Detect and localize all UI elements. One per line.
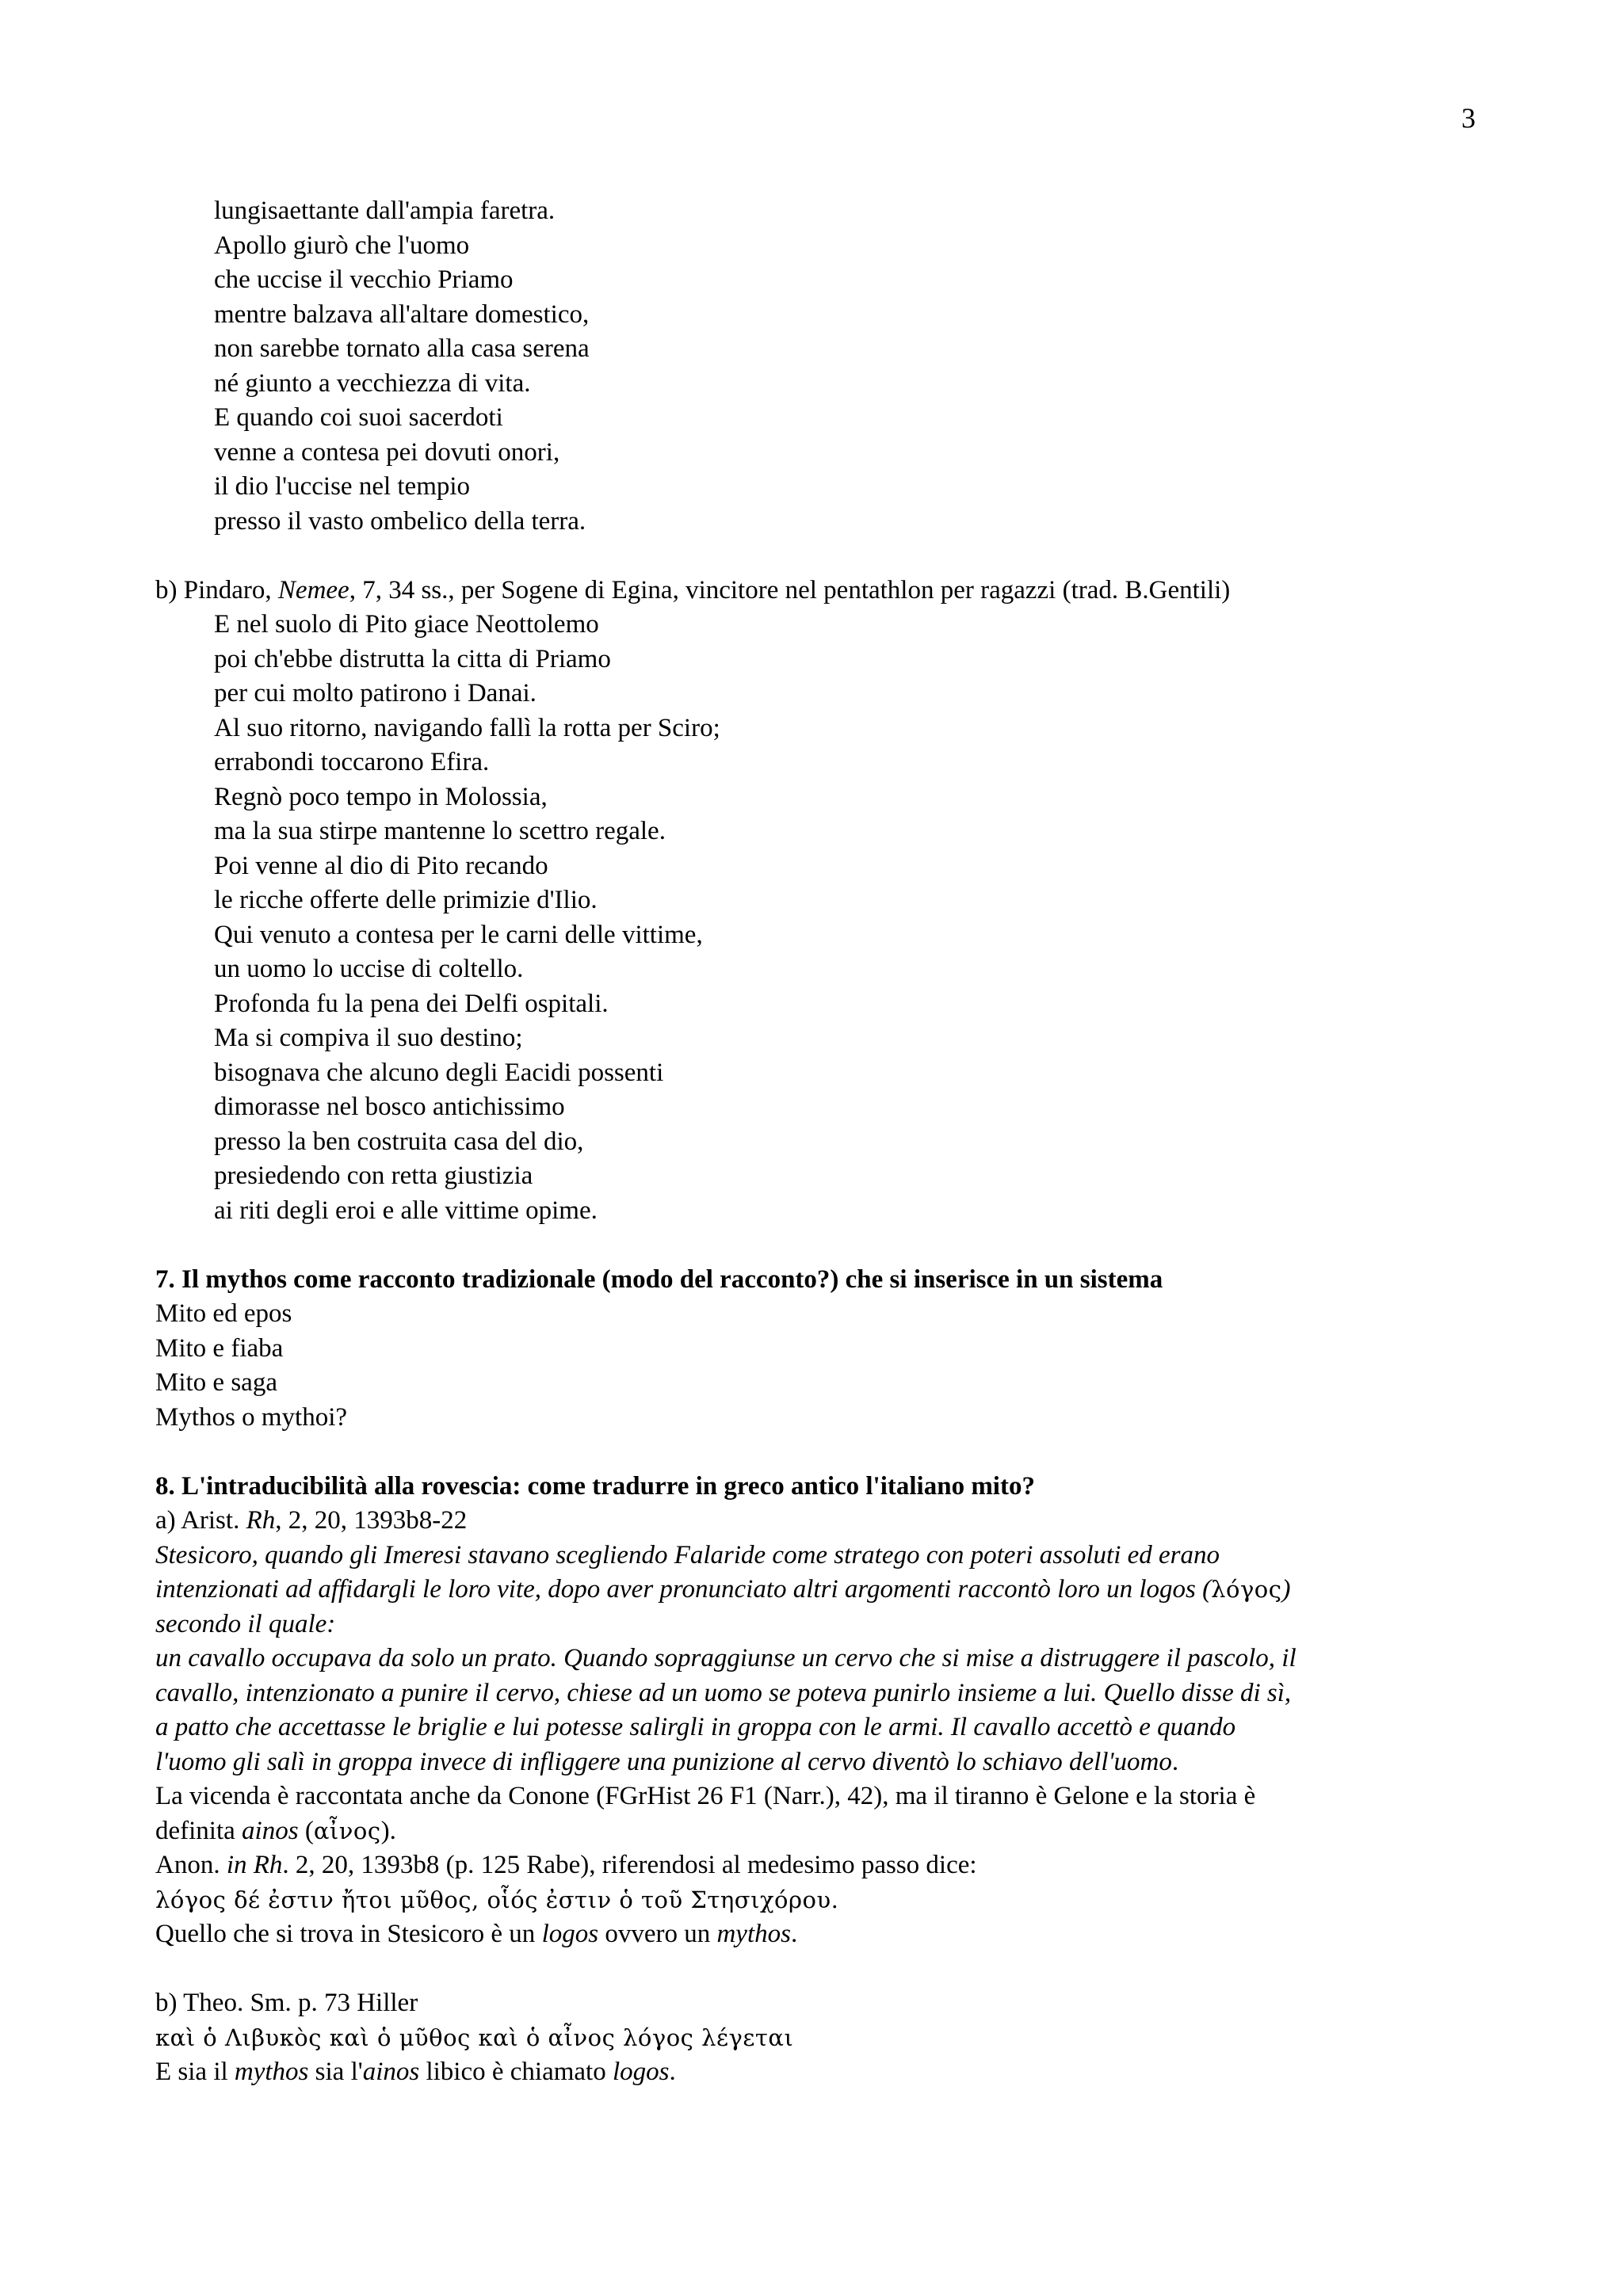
quote-line: cavallo, intenzionato a punire il cervo, chiese ad un uomo se poteva punirlo insieme a lui. Quello disse di sì, [155, 1678, 1292, 1707]
verse-line: né giunto a vecchiezza di vita. [214, 368, 531, 398]
citation-text: a) Arist. [155, 1506, 246, 1535]
citation-text: b) Pindaro, [155, 575, 278, 605]
verse-line: presso il vasto ombelico della terra. [214, 506, 586, 536]
ital-term: logos [541, 1920, 599, 1948]
quote-line [155, 1573, 1487, 1608]
body-text: ovvero un [598, 1920, 717, 1948]
section-heading-7: 7. Il mythos come racconto tradizionale (modo del racconto?) che si inserisce in un sistema [155, 1264, 1163, 1294]
spacer [155, 539, 1487, 574]
quote-text: intenzionati ad affidargli le loro vite, dopo aver pronunciato altri argomenti raccontò loro un logos ( [155, 1575, 1212, 1604]
greek-quote: καὶ ὁ Λιβυκὸς καὶ ὁ μῦθος καὶ ὁ αἶνος λόγος λέγεται [155, 2023, 794, 2051]
quote-text: l'uomo gli salì in groppa invece di infliggere una punizione al cervo diventò lo schiavo dell'uomo [155, 1747, 1172, 1776]
body-text: Anon. [155, 1851, 227, 1879]
theo-citation: b) Theo. Sm. p. 73 Hiller [155, 1989, 418, 2017]
greek-word: λόγος [1211, 1576, 1282, 1603]
verse-line: il dio l'uccise nel tempio [214, 472, 471, 501]
body-text: Quello che si trova in Stesicoro è un [155, 1920, 542, 1948]
body-text: sia l' [308, 2058, 363, 2086]
greek-word: αἶνος [313, 1817, 381, 1844]
document-body [155, 194, 1487, 2090]
list-item: Mythos o mythoi? [155, 1402, 348, 1432]
ital-term: mythos [234, 2058, 309, 2086]
verse-line: ma la sua stirpe mantenne lo scettro regale. [214, 817, 666, 845]
pindar-citation [155, 574, 1487, 608]
verse-line: bisognava che alcuno degli Eacidi possenti [214, 1058, 664, 1087]
anon-citation [155, 1848, 1487, 1883]
verse-line: presiedendo con retta giustizia [214, 1161, 533, 1190]
greek-quote: λόγος δέ ἐστιν ἤτοι μῦθος, οἷός ἐστιν ὁ τοῦ Στησιχόρου. [155, 1886, 839, 1913]
verse-line: dimorasse nel bosco antichissimo [214, 1093, 565, 1121]
citation-work-title: Rh [246, 1506, 276, 1535]
verse-line: per cui molto patirono i Danai. [214, 679, 537, 707]
verse-line: che uccise il vecchio Priamo [214, 265, 514, 294]
aristotle-citation [155, 1504, 1487, 1539]
verse-line: poi ch'ebbe distrutta la citta di Priamo [214, 644, 611, 673]
quote-text: ) [1281, 1575, 1291, 1604]
quote-line: Stesicoro, quando gli Imeresi stavano scegliendo Falaride come stratego con poteri assoluti ed erano [155, 1540, 1220, 1569]
quote-text: . [1171, 1747, 1179, 1776]
translation-line [155, 1917, 1487, 1952]
verse-line: Qui venuto a contesa per le carni delle vittime, [214, 920, 703, 949]
list-item: Mito e saga [155, 1368, 277, 1397]
quote-line [155, 1745, 1487, 1780]
verse-line: E quando coi suoi sacerdoti [214, 403, 503, 432]
citation-work-title: Nemee [277, 575, 349, 605]
body-text: . [790, 1920, 798, 1948]
ital-term: in Rh [226, 1851, 283, 1879]
body-text: . [669, 2058, 676, 2086]
conone-line [155, 1814, 1487, 1849]
body-text: E sia il [155, 2058, 235, 2086]
conone-line: La vicenda è raccontata anche da Conone (FGrHist 26 F1 (Narr.), 42), ma il tiranno è Gelone e la storia è [155, 1782, 1256, 1810]
quote-line: secondo il quale: [155, 1609, 336, 1638]
verse-line: un uomo lo uccise di coltello. [214, 955, 524, 983]
body-text: . 2, 20, 1393b8 (p. 125 Rabe), riferendosi al medesimo passo dice: [282, 1851, 977, 1879]
spacer [155, 1228, 1487, 1263]
verse-line: Regnò poco tempo in Molossia, [214, 782, 548, 811]
list-item: Mito ed epos [155, 1299, 292, 1328]
quote-line: un cavallo occupava da solo un prato. Quando sopraggiunse un cervo che si mise a distruggere il pascolo, il [155, 1644, 1296, 1672]
citation-text: , 2, 20, 1393b8-22 [275, 1506, 468, 1535]
verse-line: Ma si compiva il suo destino; [214, 1024, 523, 1052]
verse-line: Profonda fu la pena dei Delfi ospitali. [214, 989, 609, 1018]
spacer [155, 1435, 1487, 1470]
page-number: 3 [1461, 102, 1476, 134]
verse-line: non sarebbe tornato alla casa serena [214, 334, 590, 363]
verse-line: Poi venne al dio di Pito recando [214, 851, 548, 880]
section-heading-8: 8. L'intraducibilità alla rovescia: come tradurre in greco antico l'italiano mito? [155, 1471, 1035, 1501]
verse-line: presso la ben costruita casa del dio, [214, 1127, 584, 1156]
body-text: definita [155, 1816, 242, 1845]
verse-line: mentre balzava all'altare domestico, [214, 299, 590, 329]
verse-block-b [155, 608, 1487, 1228]
verse-block-a [155, 194, 1487, 539]
translation-line [155, 2055, 1487, 2090]
body-text: libico è chiamato [419, 2058, 613, 2086]
ital-term: logos [612, 2058, 670, 2086]
citation-text: , 7, 34 ss., per Sogene di Egina, vincitore nel pentathlon per ragazzi (trad. B.Gentili) [349, 575, 1231, 605]
quote-line: a patto che accettasse le briglie e lui potesse salirgli in groppa con le armi. Il cavallo accettò e quando [155, 1713, 1236, 1741]
verse-line: venne a contesa pei dovuti onori, [214, 437, 560, 467]
verse-line: errabondi toccarono Efira. [214, 748, 490, 776]
ital-term: ainos [242, 1816, 299, 1845]
verse-line: le ricche offerte delle primizie d'Ilio. [214, 886, 598, 914]
verse-line: E nel suolo di Pito giace Neottolemo [214, 610, 599, 639]
spacer [155, 1952, 1487, 1987]
verse-line: Apollo giurò che l'uomo [214, 231, 470, 260]
verse-line: Al suo ritorno, navigando fallì la rotta per Sciro; [214, 713, 720, 742]
body-text: ). [380, 1816, 396, 1845]
verse-line: ai riti degli eroi e alle vittime opime. [214, 1196, 598, 1225]
list-item: Mito e fiaba [155, 1333, 284, 1363]
ital-term: mythos [716, 1920, 791, 1948]
verse-line: lungisaettante dall'ampia faretra. [214, 196, 556, 225]
ital-term: ainos [362, 2058, 420, 2086]
body-text: ( [298, 1816, 314, 1845]
